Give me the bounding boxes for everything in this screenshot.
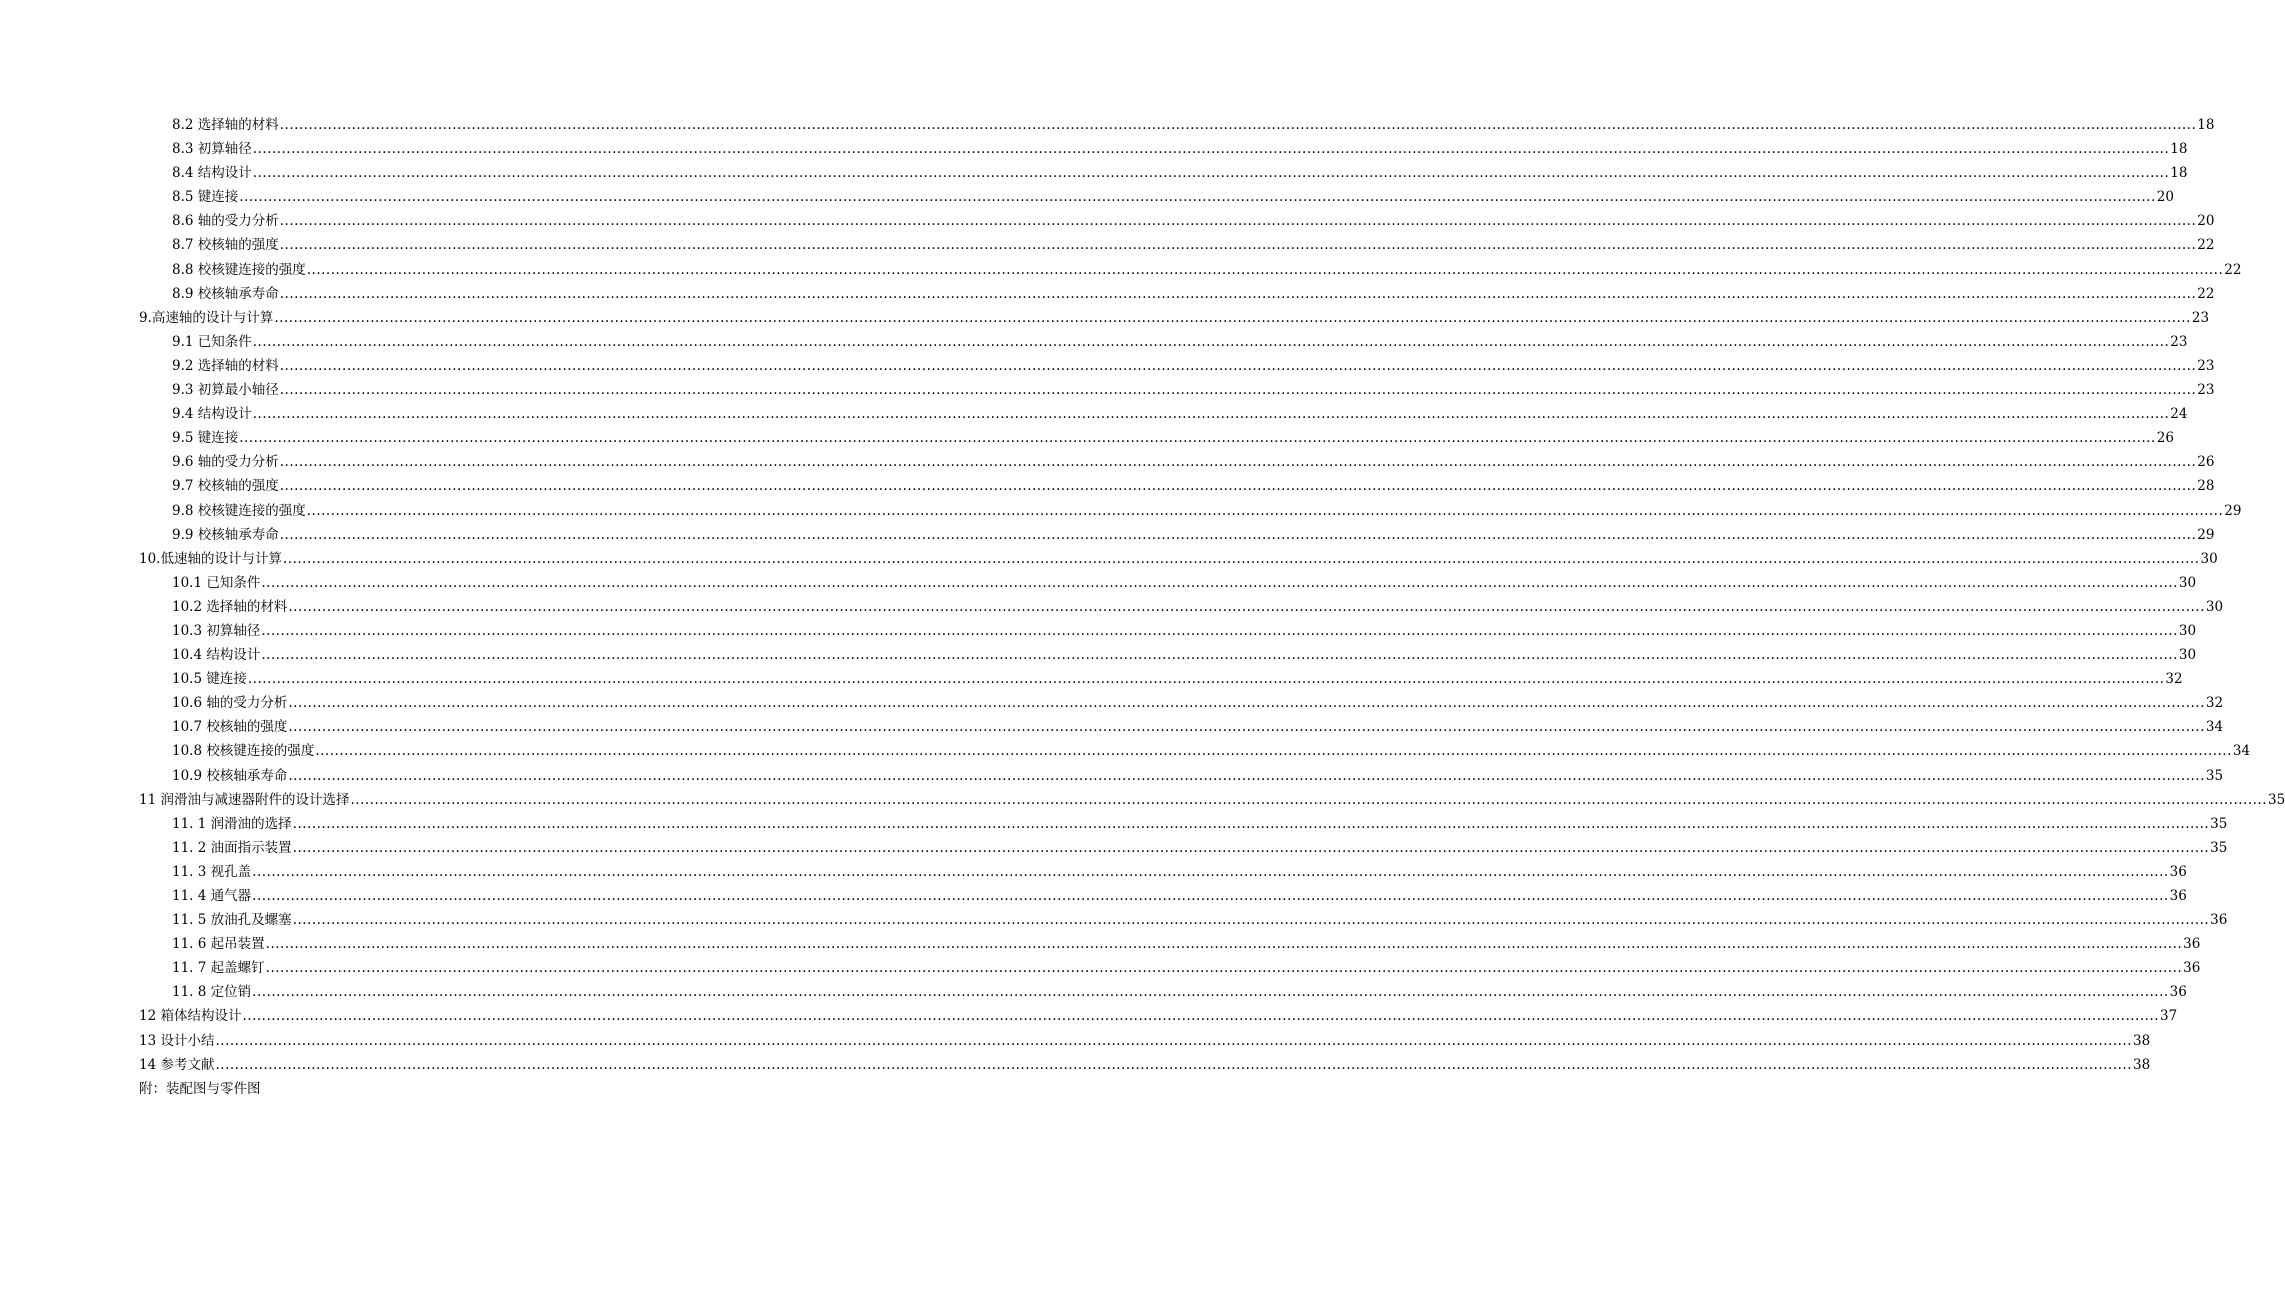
dot-leader: ................................................................................................................................................................................................................................................................................................................................................................................................................ xyxy=(292,839,2210,856)
toc-entry-title: 10.5 键连接 xyxy=(172,671,247,688)
dot-leader: ................................................................................................................................................................................................................................................................................................................................................................................................................ xyxy=(261,622,2178,639)
toc-entry-page-number: 24 xyxy=(2170,406,2188,423)
toc-entry[interactable] xyxy=(139,715,2224,739)
dot-leader: ................................................................................................................................................................................................................................................................................................................................................................................................................ xyxy=(282,550,2200,567)
toc-entry-title: 8.5 键连接 xyxy=(172,189,239,206)
toc-entry-title: 10.低速轴的设计与计算 xyxy=(139,550,282,567)
dot-leader: ................................................................................................................................................................................................................................................................................................................................................................................................................ xyxy=(279,357,2197,374)
toc-entry-title: 9.3 初算最小轴径 xyxy=(172,382,279,399)
dot-leader: ................................................................................................................................................................................................................................................................................................................................................................................................................ xyxy=(279,117,2197,133)
toc-entry[interactable] xyxy=(139,595,2224,619)
dot-leader: ................................................................................................................................................................................................................................................................................................................................................................................................................ xyxy=(242,1008,2159,1025)
table-of-contents xyxy=(139,113,2285,1101)
dot-leader: ................................................................................................................................................................................................................................................................................................................................................................................................................ xyxy=(279,285,2197,302)
toc-entry-page-number: 20 xyxy=(2197,213,2215,230)
toc-entry-title: 11. 6 起吊装置 xyxy=(172,936,265,953)
toc-entry-page-number: 30 xyxy=(2200,550,2218,567)
toc-entry[interactable] xyxy=(139,137,2188,161)
toc-entry-title: 9.8 校核键连接的强度 xyxy=(172,502,306,519)
toc-entry[interactable] xyxy=(139,426,2174,450)
dot-leader: ................................................................................................................................................................................................................................................................................................................................................................................................................ xyxy=(215,1032,2132,1049)
toc-entry[interactable] xyxy=(139,739,2251,763)
dot-leader: ................................................................................................................................................................................................................................................................................................................................................................................................................ xyxy=(306,502,2224,519)
toc-entry-title: 8.3 初算轴径 xyxy=(172,141,252,158)
toc-entry-page-number: 36 xyxy=(2210,912,2228,929)
toc-entry-page-number: 23 xyxy=(2191,309,2210,326)
toc-entry[interactable] xyxy=(139,161,2188,185)
toc-entry-page-number: 22 xyxy=(2224,261,2242,278)
toc-entry[interactable] xyxy=(139,402,2188,426)
dot-leader: ................................................................................................................................................................................................................................................................................................................................................................................................................ xyxy=(252,984,2169,1001)
toc-entry-page-number: 35 xyxy=(2210,839,2228,856)
toc-entry-title: 10.8 校核键连接的强度 xyxy=(172,743,315,760)
dot-leader: ................................................................................................................................................................................................................................................................................................................................................................................................................ xyxy=(261,647,2178,664)
toc-entry-title: 11 润滑油与减速器附件的设计选择 xyxy=(139,791,350,808)
dot-leader: ................................................................................................................................................................................................................................................................................................................................................................................................................ xyxy=(252,141,2170,158)
toc-entry[interactable] xyxy=(139,474,2215,498)
dot-leader: ................................................................................................................................................................................................................................................................................................................................................................................................................ xyxy=(279,382,2197,399)
toc-entry[interactable] xyxy=(139,113,2215,137)
dot-leader: ................................................................................................................................................................................................................................................................................................................................................................................................................ xyxy=(279,526,2197,543)
toc-entry-title: 9.2 选择轴的材料 xyxy=(172,357,279,374)
toc-entry[interactable] xyxy=(139,884,2187,908)
toc-entry-page-number: 23 xyxy=(2197,382,2215,399)
toc-entry[interactable] xyxy=(139,354,2215,378)
toc-entry-title: 11. 4 通气器 xyxy=(172,888,252,904)
toc-entry-title: 10.2 选择轴的材料 xyxy=(172,598,288,615)
dot-leader: ................................................................................................................................................................................................................................................................................................................................................................................................................ xyxy=(279,454,2197,471)
toc-entry-page-number: 23 xyxy=(2170,333,2188,350)
toc-entry-title: 9.5 键连接 xyxy=(172,430,239,447)
toc-entry-title: 8.6 轴的受力分析 xyxy=(172,213,279,230)
toc-entry-page-number: 35 xyxy=(2268,791,2285,808)
toc-entry-page-number: 29 xyxy=(2224,502,2242,519)
toc-entry[interactable] xyxy=(139,571,2197,595)
toc-entry[interactable] xyxy=(139,932,2201,956)
toc-entry-title: 9.高速轴的设计与计算 xyxy=(139,309,274,326)
toc-entry-page-number: 18 xyxy=(2197,117,2215,133)
dot-leader: ................................................................................................................................................................................................................................................................................................................................................................................................................ xyxy=(215,1056,2132,1073)
toc-entry[interactable] xyxy=(139,306,2210,330)
toc-entry[interactable] xyxy=(139,523,2215,547)
toc-entry[interactable] xyxy=(139,691,2224,715)
dot-leader: ................................................................................................................................................................................................................................................................................................................................................................................................................ xyxy=(279,478,2197,495)
toc-entry-title: 11. 7 起盖螺钉 xyxy=(172,960,265,977)
toc-entry-page-number: 30 xyxy=(2178,647,2197,664)
toc-entry[interactable] xyxy=(139,980,2187,1004)
toc-entry-page-number: 32 xyxy=(2205,695,2224,712)
toc-entry-page-number: 35 xyxy=(2205,767,2224,784)
toc-entry[interactable] xyxy=(139,836,2228,860)
toc-entry-page-number: 34 xyxy=(2232,743,2251,760)
dot-leader: ................................................................................................................................................................................................................................................................................................................................................................................................................ xyxy=(252,333,2170,350)
toc-entry-page-number: 22 xyxy=(2197,237,2215,254)
toc-entry-title: 10.1 已知条件 xyxy=(172,574,261,591)
dot-leader: ................................................................................................................................................................................................................................................................................................................................................................................................................ xyxy=(288,695,2205,712)
toc-entry[interactable] xyxy=(139,908,2228,932)
toc-entry[interactable] xyxy=(139,1004,2178,1028)
toc-entry-page-number: 30 xyxy=(2205,598,2224,615)
dot-leader: ................................................................................................................................................................................................................................................................................................................................................................................................................ xyxy=(274,309,2191,326)
toc-entry[interactable] xyxy=(139,956,2201,980)
toc-entry[interactable] xyxy=(139,499,2242,523)
toc-entry-page-number: 36 xyxy=(2169,984,2187,1001)
toc-entry-page-number: 36 xyxy=(2169,863,2187,880)
toc-entry-title: 11. 5 放油孔及螺塞 xyxy=(172,912,292,929)
dot-leader: ................................................................................................................................................................................................................................................................................................................................................................................................................ xyxy=(350,791,2267,808)
toc-entry-title: 8.2 选择轴的材料 xyxy=(172,117,279,133)
toc-entry-title: 8.9 校核轴承寿命 xyxy=(172,285,279,302)
dot-leader: ................................................................................................................................................................................................................................................................................................................................................................................................................ xyxy=(239,430,2156,447)
toc-entry-page-number: 28 xyxy=(2197,478,2215,495)
dot-leader: ................................................................................................................................................................................................................................................................................................................................................................................................................ xyxy=(252,406,2170,423)
toc-entry-title: 10.7 校核轴的强度 xyxy=(172,719,288,736)
toc-entry-page-number: 30 xyxy=(2178,574,2197,591)
toc-entry-title: 8.4 结构设计 xyxy=(172,165,252,182)
toc-entry[interactable] xyxy=(139,812,2228,836)
toc-entry-page-number: 35 xyxy=(2210,815,2228,832)
toc-entry[interactable] xyxy=(139,330,2188,354)
dot-leader: ................................................................................................................................................................................................................................................................................................................................................................................................................ xyxy=(239,189,2156,206)
toc-entry-page-number: 36 xyxy=(2183,936,2201,953)
toc-entry[interactable] xyxy=(139,667,2183,691)
toc-entry-page-number: 26 xyxy=(2156,430,2174,447)
toc-entry-page-number: 37 xyxy=(2160,1008,2178,1025)
toc-entry-page-number: 23 xyxy=(2197,357,2215,374)
toc-entry-title: 8.7 校核轴的强度 xyxy=(172,237,279,254)
toc-entry-title: 11. 1 润滑油的选择 xyxy=(172,815,292,832)
toc-entry-page-number: 29 xyxy=(2197,526,2215,543)
toc-entry-page-number: 20 xyxy=(2156,189,2174,206)
dot-leader: ................................................................................................................................................................................................................................................................................................................................................................................................................ xyxy=(288,767,2205,784)
dot-leader: ................................................................................................................................................................................................................................................................................................................................................................................................................ xyxy=(292,815,2210,832)
dot-leader: ................................................................................................................................................................................................................................................................................................................................................................................................................ xyxy=(252,863,2169,880)
toc-entry-page-number: 26 xyxy=(2197,454,2215,471)
dot-leader: ................................................................................................................................................................................................................................................................................................................................................................................................................ xyxy=(252,888,2169,904)
toc-entry-title: 9.1 已知条件 xyxy=(172,333,252,350)
toc-entry[interactable] xyxy=(139,378,2215,402)
toc-entry[interactable] xyxy=(139,209,2215,233)
toc-entry-title: 8.8 校核键连接的强度 xyxy=(172,261,306,278)
appendix-note: 附：装配图与零件图 xyxy=(139,1080,261,1097)
toc-entry[interactable] xyxy=(139,450,2215,474)
toc-entry-page-number: 38 xyxy=(2133,1032,2151,1049)
toc-entry[interactable] xyxy=(139,788,2285,812)
toc-entry-page-number: 32 xyxy=(2165,671,2183,688)
dot-leader: ................................................................................................................................................................................................................................................................................................................................................................................................................ xyxy=(252,165,2170,182)
dot-leader: ................................................................................................................................................................................................................................................................................................................................................................................................................ xyxy=(279,213,2197,230)
toc-entry-title: 10.9 校核轴承寿命 xyxy=(172,767,288,784)
toc-entry[interactable] xyxy=(139,282,2215,306)
toc-entry-title: 11. 2 油面指示装置 xyxy=(172,839,292,856)
toc-entry[interactable] xyxy=(139,233,2215,257)
dot-leader: ................................................................................................................................................................................................................................................................................................................................................................................................................ xyxy=(306,261,2224,278)
toc-entry-page-number: 38 xyxy=(2133,1056,2151,1073)
dot-leader: ................................................................................................................................................................................................................................................................................................................................................................................................................ xyxy=(288,598,2205,615)
toc-entry[interactable] xyxy=(139,764,2224,788)
dot-leader: ................................................................................................................................................................................................................................................................................................................................................................................................................ xyxy=(247,671,2165,688)
toc-entry-page-number: 30 xyxy=(2178,622,2197,639)
toc-entry[interactable] xyxy=(139,619,2197,643)
toc-entry[interactable] xyxy=(139,860,2187,884)
dot-leader: ................................................................................................................................................................................................................................................................................................................................................................................................................ xyxy=(315,743,2232,760)
dot-leader: ................................................................................................................................................................................................................................................................................................................................................................................................................ xyxy=(292,912,2210,929)
toc-entry-title: 10.4 结构设计 xyxy=(172,647,261,664)
toc-entry-page-number: 36 xyxy=(2169,888,2187,904)
dot-leader: ................................................................................................................................................................................................................................................................................................................................................................................................................ xyxy=(279,237,2197,254)
dot-leader: ................................................................................................................................................................................................................................................................................................................................................................................................................ xyxy=(265,936,2183,953)
toc-entry-title: 10.6 轴的受力分析 xyxy=(172,695,288,712)
toc-entry-page-number: 22 xyxy=(2197,285,2215,302)
dot-leader: ................................................................................................................................................................................................................................................................................................................................................................................................................ xyxy=(288,719,2205,736)
dot-leader: ................................................................................................................................................................................................................................................................................................................................................................................................................ xyxy=(261,574,2178,591)
toc-entry[interactable] xyxy=(139,1029,2151,1053)
toc-entry-title: 11. 8 定位销 xyxy=(172,984,252,1001)
toc-entry-title: 10.3 初算轴径 xyxy=(172,622,261,639)
toc-entry-title: 9.9 校核轴承寿命 xyxy=(172,526,279,543)
toc-entry-title: 14 参考文献 xyxy=(139,1056,215,1073)
toc-entry[interactable] xyxy=(139,185,2174,209)
dot-leader: ................................................................................................................................................................................................................................................................................................................................................................................................................ xyxy=(265,960,2183,977)
toc-entry-title: 13 设计小结 xyxy=(139,1032,215,1049)
toc-entry[interactable] xyxy=(139,643,2197,667)
toc-entry-page-number: 36 xyxy=(2183,960,2201,977)
toc-entry-page-number: 34 xyxy=(2205,719,2224,736)
toc-entry-page-number: 18 xyxy=(2170,141,2188,158)
toc-entry-title: 9.4 结构设计 xyxy=(172,406,252,423)
toc-entry-title: 11. 3 视孔盖 xyxy=(172,863,252,880)
toc-entry-title: 9.6 轴的受力分析 xyxy=(172,454,279,471)
toc-entry[interactable] xyxy=(139,258,2242,282)
toc-entry-title: 12 箱体结构设计 xyxy=(139,1008,242,1025)
toc-entry-title: 9.7 校核轴的强度 xyxy=(172,478,279,495)
toc-entry[interactable] xyxy=(139,1053,2151,1077)
toc-entry-page-number: 18 xyxy=(2170,165,2188,182)
toc-entry[interactable] xyxy=(139,547,2218,571)
